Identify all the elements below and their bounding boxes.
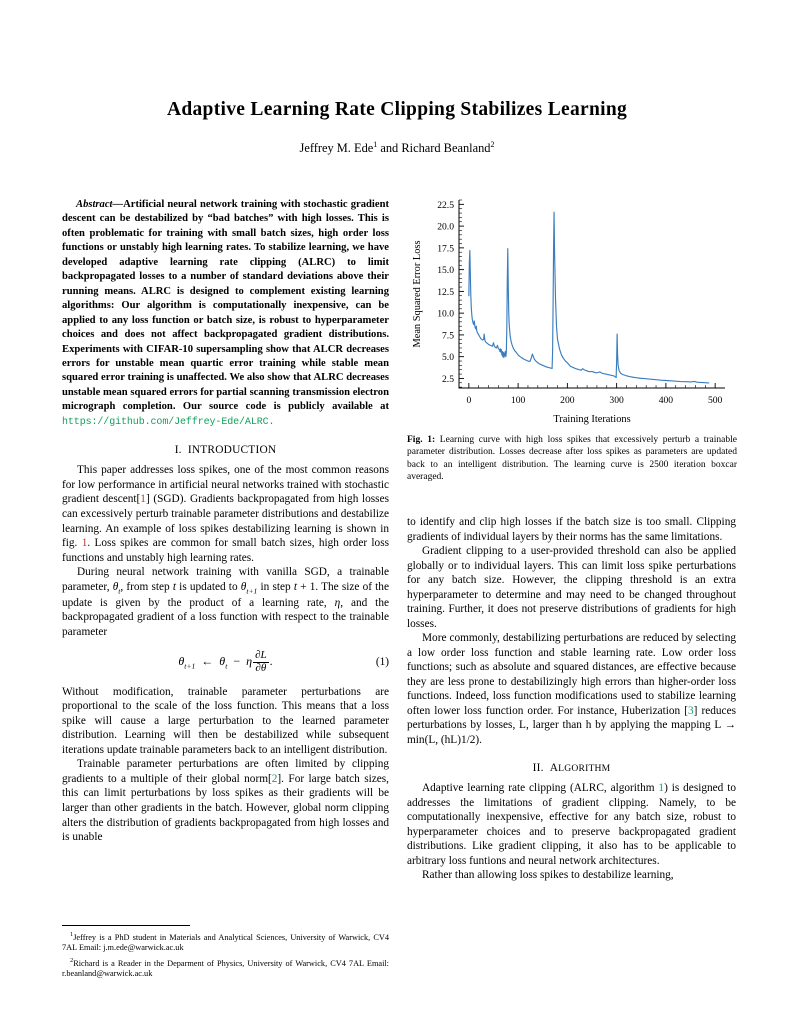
abstract-text: Artificial neural network training with stochastic gradient descent can be destabilized by “bad batches” with high losses. This is often problematic for training with small batch sizes, high order loss functions or unstably high learning rates. To stabilize learning, we have developed adaptive learning rate clipping (ALRC) to limit backpropagated losses to a number of standard deviations above their running means. ALRC is designed to complement existing learning algorithms: Our algorithm is computationally inexpensive, can be applied to any loss function or batch size, is robust to hyperparameter choices and does not affect backpropagated gradient distributions. Experiments with CIFAR-10 supersampling show that ALCR decreases errors for unstable mean quartic error training while stable mean squared error training is unaffected. We also show that ALRC decreases unstable mean squared errors for partial scanning transmission electron micrograph completion. Our source code is publicly available at <box>62 199 389 413</box>
x-axis-ticks <box>466 383 722 406</box>
section-number-intro: I. <box>174 444 182 457</box>
loss-curve-line <box>469 212 709 383</box>
author-first: Jeffrey M. Ede <box>299 141 374 156</box>
equation-1-number: (1) <box>375 656 389 669</box>
intro-paragraph-4 <box>62 757 389 844</box>
author-joiner: and <box>377 141 402 156</box>
abstract-lead-label: Abstract— <box>76 199 124 210</box>
figure-1-caption <box>407 434 737 483</box>
equation-1: $\theta_{t+1}$ ← $\theta_t - \eta$ $\frac{\partial L}{\partial\theta}$ . (1) <box>178 649 389 674</box>
figure-1-label: Fig. 1: <box>407 435 436 445</box>
y-tick-label: 7.5 <box>442 330 454 342</box>
right-paragraph-2: Gradient clipping to a user-provided threshold can also be applied globally or to individual layers. This can limit loss spike perturbations for any batch size. However, the clipping threshold is an extra hyperparameter to determine and may need to be changed throughout training. Further, it does not preserve distributions of gradients for high losses. <box>407 545 736 630</box>
right-p3-part-b: ] reduces perturbations by losses, L, larger than h by applying the mapping L → min(L, (hL)1/2). <box>407 704 736 746</box>
footnote-item <box>62 957 389 980</box>
section-heading-introduction <box>62 444 389 456</box>
right-paragraph-3 <box>407 631 736 747</box>
footnote-text-2: Richard is a Reader in the Deparment of Physics, University of Warwick, CV4 7AL Email: r.beanland@warwick.ac.uk <box>62 958 389 979</box>
intro-paragraph-2: During neural network training with vanilla SGD, a trainable parameter, $\theta_t$, from step t is updated to $\theta_{t+1}$ in step t + 1. The size of the update is given by the product of a learning rate, η, and the backpropagated gradient of a loss function with respect to the trainable parameter <box>62 566 389 638</box>
y-tick-label: 12.5 <box>437 286 454 298</box>
figure-1 <box>407 192 737 430</box>
intro-paragraph-1 <box>62 463 389 565</box>
citation-2[interactable]: 2 <box>271 772 278 785</box>
y-tick-label: 15.0 <box>437 265 454 277</box>
x-axis-label: Training Iterations <box>553 414 631 425</box>
x-tick-label: 400 <box>658 395 674 406</box>
y-tick-label: 2.5 <box>442 373 454 385</box>
source-code-link[interactable]: https://github.com/Jeffrey-Ede/ALRC <box>62 416 269 428</box>
x-tick-label: 300 <box>609 395 624 406</box>
footnote-marker-1: 1 <box>70 931 74 938</box>
learning-curve-chart <box>407 192 737 430</box>
y-tick-label: 17.5 <box>437 243 454 255</box>
y-tick-label: 20.0 <box>437 221 454 233</box>
x-tick-label: 500 <box>707 395 723 406</box>
abstract <box>62 198 389 429</box>
algorithm-paragraph-1 <box>407 781 736 868</box>
citation-1[interactable]: 1 <box>140 493 146 506</box>
section-title-algorithm-rest: LGORITHM <box>558 763 611 775</box>
algorithm-ref-1[interactable]: 1 <box>658 782 665 795</box>
y-tick-label: 5.0 <box>442 352 454 364</box>
author-first-footnote-marker: 1 <box>373 140 378 149</box>
intro-paragraph-3: Without modification, trainable parameter perturbations are proportional to the scale of the loss function. This means that a loss spike will cause a large perturbation to the learned parameter distribution. Learning will then be destabilized while subsequent iterations update trainable parameters back to an intelligent distribution. <box>62 685 389 756</box>
right-column <box>407 515 736 883</box>
y-tick-label: 22.5 <box>437 199 454 211</box>
abstract-url-period: . <box>268 416 275 428</box>
section-title-intro: INTRODUCTION <box>187 444 277 457</box>
footnote-item <box>62 931 389 954</box>
chart-axes <box>459 200 725 388</box>
section-number-algorithm: II. <box>532 762 544 775</box>
figure-ref-1[interactable]: 1 <box>81 537 88 550</box>
page-title: Adaptive Learning Rate Clipping Stabilizes Learning <box>166 99 628 120</box>
citation-3[interactable]: 3 <box>688 704 694 717</box>
intro-p1-part-a: This paper addresses loss spikes, one of the most common reasons for low performance in artificial neural networks trained with stochastic gradient descent[ <box>62 464 389 506</box>
footnotes <box>62 931 389 982</box>
footnote-text-1: Jeffrey is a PhD student in Materials and Analytical Sciences, University of Warwick, CV4 7AL Email: j.m.ede@warwick.ac.uk <box>62 932 389 953</box>
footnote-marker-2: 2 <box>70 956 74 964</box>
section-title-algorithm-first: A <box>549 762 559 775</box>
partial-derivative-fraction: $\frac{\partial L}{\partial\theta}$ <box>255 649 267 674</box>
right-paragraph-1: to identify and clip high losses if the batch size is too small. Clipping gradients of individual layers by their norms has the same limitations. <box>407 516 736 543</box>
y-axis-ticks <box>437 200 464 385</box>
section-heading-algorithm <box>407 762 736 774</box>
algorithm-paragraph-2: Rather than allowing loss spikes to destabilize learning, <box>422 869 674 882</box>
alg-p1-part-a: Adaptive learning rate clipping (ALRC, algorithm <box>422 782 659 795</box>
intro-p1-part-c: . Loss spikes are common for small batch sizes, high order loss functions and unstably high learning rates. <box>62 537 389 564</box>
author-second: Richard Beanland <box>401 141 491 156</box>
y-axis-label: Mean Squared Error Loss <box>412 240 423 348</box>
x-tick-label: 200 <box>560 395 575 406</box>
x-tick-label: 0 <box>466 395 472 406</box>
author-second-footnote-marker: 2 <box>490 140 495 149</box>
figure-1-caption-text: Learning curve with high loss spikes that excessively perturb a trainable parameter distribution. Losses decrease after loss spikes as parameters are updated back to an intelligent distribution. The learning curve is 2500 iteration boxcar averaged. <box>407 435 737 482</box>
intro-p4-part-b: ]. For large batch sizes, this can limit perturbations by loss spikes as their gradients will be larger than other gradients in the batch. However, global norm clipping alters the distribution of gradients backpropagated from high losses and is unable <box>62 772 389 844</box>
y-tick-label: 10.0 <box>437 308 454 320</box>
left-column <box>62 198 389 845</box>
footnote-separator <box>62 925 190 926</box>
x-tick-label: 100 <box>510 395 526 406</box>
right-p3-part-a: More commonly, destabilizing perturbations are reduced by selecting a low order loss function and stable learning rate. Low order loss functions; such as absolute and squared distances, are effective because they are less prone to destabilizingly high errors than higher-order loss functions. Indeed, loss function modifications used to stabilize learning often lower loss function order. For instance, Huberization [ <box>407 632 736 717</box>
author-line <box>60 140 734 156</box>
intro-p1-part-b: ] (SGD). Gradients backpropagated from high losses can excessively perturb trainable parameter distributions and destabilize learning. An example of loss spikes destabilizing learning is shown in fig. <box>62 493 389 550</box>
intro-p4-part-a: Trainable parameter perturbations are often limited by clipping gradients to a multiple of their global norm[ <box>62 758 389 785</box>
alg-p1-part-b: ) is designed to addresses the limitations of gradient clipping. Namely, to be computationally inexpensive, effective for any batch size, robust to hyperparameter choices and to preserve backpropagated gradient distributions. Like gradient clipping, it also has to be applicable to arbitrary loss funtions and neural network architectures. <box>407 782 736 867</box>
